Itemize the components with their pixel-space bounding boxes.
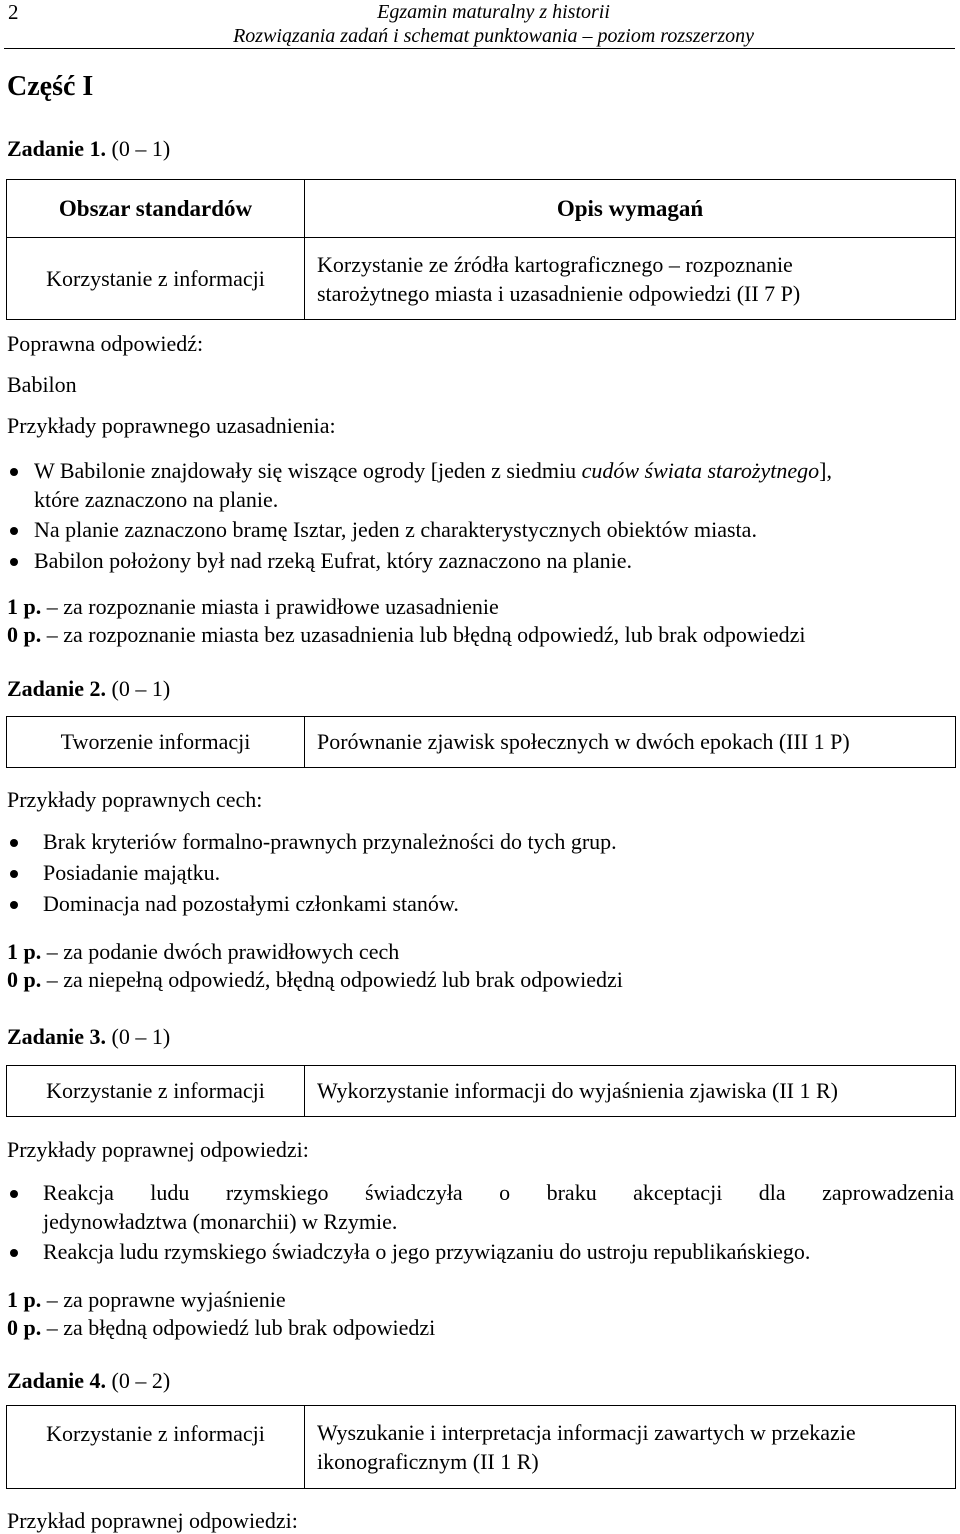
task-3-table: [6, 1065, 956, 1117]
task-2-title: Zadanie 2. (0 – 1): [7, 676, 171, 701]
correct-answer: Babilon: [7, 372, 77, 397]
task-4-description: Wyszukanie i interpretacja informacji zawartych w przekazie ikonograficznym (II 1 R): [305, 1406, 956, 1489]
score-0-points: 0 p. – za błędną odpowiedź lub brak odpowiedzi: [7, 1315, 436, 1340]
task-3-area: Korzystanie z informacji: [7, 1066, 305, 1117]
part-title: Część I: [7, 71, 94, 102]
task-2-table: [6, 716, 956, 768]
task-4-title: Zadanie 4. (0 – 2): [7, 1368, 171, 1393]
score-0-points: 0 p. – za rozpoznanie miasta bez uzasadnienia lub błędną odpowiedź, lub brak odpowiedzi: [7, 622, 806, 647]
correct-answer-label: Poprawna odpowiedź:: [7, 331, 204, 356]
task-4-area: Korzystanie z informacji: [7, 1406, 305, 1489]
running-header: [233, 0, 754, 48]
exam-answer-key-page: 2 Egzamin maturalny z historii Rozwiązania zadań i schemat punktowania – poziom rozszerzony Część I Zadanie 1. (0 – 1) Obszar standardów Opis wymagań Korzystanie z informacji Korzystanie ze źródła kartograficznego – rozpoznanie starożytnego miasta i uzasadnienie odpowiedzi (II 7 P) Poprawna odpowiedź: Babilon Przykłady poprawnego uzasadnienia: W Babilonie znajdowały się wiszące ogrody [jeden z siedmiu cudów świata starożytnego], które zaznaczono na planie. Na planie zaznaczono bramę Isztar, jeden z charakterystycznych obiektów miasta. Babilon położony był nad rzeką Eufrat, który zaznaczono na planie. 1 p. – za rozpoznanie miasta i prawidłowe uzasadnienie 0 p. – za rozpoznanie miasta bez uzasadnienia lub błędną odpowiedź, lub brak odpowiedzi Zadanie 2. (0 – 1) Tworzenie informacji Porównanie zjawisk społecznych w dwóch epokach (III 1 P) Przykłady poprawnych cech: Brak kryteriów formalno-prawnych przynależności do tych grup. Posiadanie majątku. Dominacja nad pozostałymi członkami stanów. 1 p. – za podanie dwóch prawidłowych cech 0 p. – za niepełną odpowiedź, błędną odpowiedź lub brak odpowiedzi Zadanie 3. (0 – 1) Korzystanie z informacji Wykorzystanie informacji do wyjaśnienia zjawiska (II 1 R) Przykłady poprawnej odpowiedzi: Reakcja ludu rzymskiego świadczyła o braku akceptacji dla zaprowadzenia jedynowładztwa (monarchii) w Rzymie. Reakcja ludu rzymskiego świadczyła o jego przywiązaniu do ustroju republikańskiego. 1 p. – za poprawne wyjaśnienie 0 p. – za błędną odpowiedź lub brak odpowiedzi Zadanie 4. (0 – 2) Korzystanie z informacji Wyszukanie i interpretacja informacji zawartych w przekazie ikonograficznym (II 1 R) Przykład poprawnej odpowiedzi:: [0, 0, 960, 1534]
examples-label: Przykłady poprawnej odpowiedzi:: [7, 1137, 309, 1162]
score-1-point: 1 p. – za poprawne wyjaśnienie: [7, 1287, 286, 1312]
examples-label: Przykłady poprawnego uzasadnienia:: [7, 413, 336, 438]
examples-label: Przykład poprawnej odpowiedzi:: [7, 1508, 298, 1533]
task-1-area: Korzystanie z informacji: [7, 238, 305, 320]
task-1-title: Zadanie 1. (0 – 1): [7, 136, 171, 161]
header-divider: [4, 48, 955, 49]
task-2-description: Porównanie zjawisk społecznych w dwóch epokach (III 1 P): [305, 717, 956, 768]
task-1-table: [6, 179, 956, 320]
task-3-description: Wykorzystanie informacji do wyjaśnienia zjawiska (II 1 R): [305, 1066, 956, 1117]
header-exam-title: Egzamin maturalny z historii: [377, 1, 610, 23]
score-0-points: 0 p. – za niepełną odpowiedź, błędną odpowiedź lub brak odpowiedzi: [7, 967, 623, 992]
task-1-description: Korzystanie ze źródła kartograficznego – rozpoznanie starożytnego miasta i uzasadnienie odpowiedzi (II 7 P): [305, 238, 956, 320]
col-header-area: Obszar standardów: [7, 180, 305, 238]
score-1-point: 1 p. – za rozpoznanie miasta i prawidłowe uzasadnienie: [7, 594, 499, 619]
examples-label: Przykłady poprawnych cech:: [7, 787, 263, 812]
score-1-point: 1 p. – za podanie dwóch prawidłowych cech: [7, 939, 400, 964]
header-subtitle: Rozwiązania zadań i schemat punktowania – poziom rozszerzony: [233, 25, 754, 47]
task-3-title: Zadanie 3. (0 – 1): [7, 1024, 171, 1049]
col-header-description: Opis wymagań: [305, 180, 956, 238]
task-4-table: [6, 1405, 956, 1489]
task-2-area: Tworzenie informacji: [7, 717, 305, 768]
page-number: 2: [8, 0, 19, 24]
